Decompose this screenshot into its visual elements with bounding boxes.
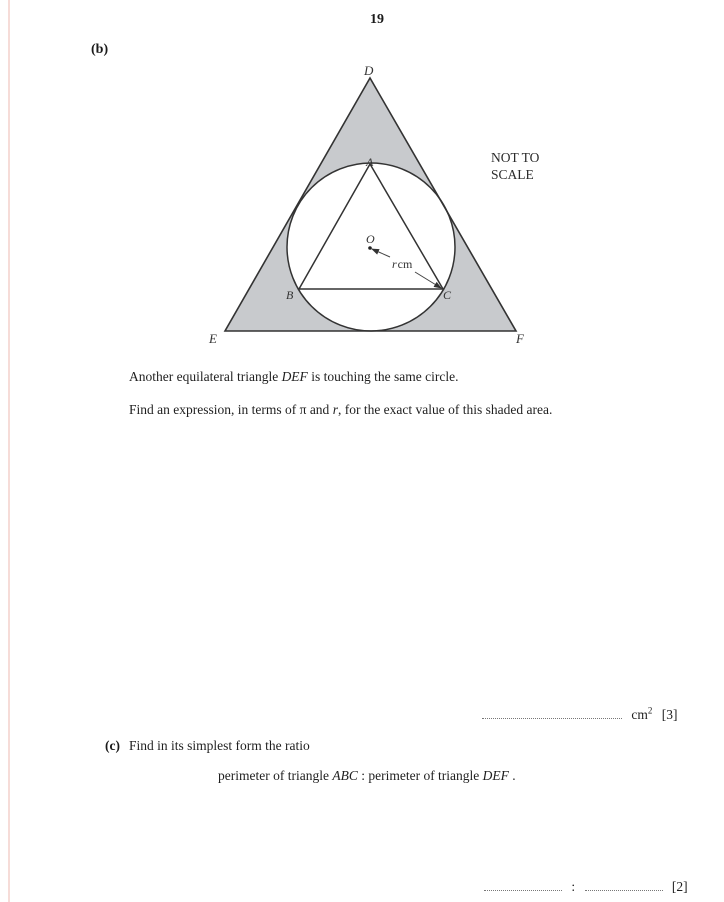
ratio-text-2: perimeter of triangle (368, 768, 483, 783)
part-b-label: (b) (91, 42, 109, 57)
question-c-text: Find in its simplest form the ratio (129, 738, 310, 753)
ratio-var-def: DEF (482, 768, 509, 783)
ratio-var-abc: ABC (332, 768, 358, 783)
shaded-region (225, 78, 516, 331)
answer-unit-b: $cm^2$ (631, 705, 653, 722)
answer-line-c (484, 879, 688, 895)
part-c-label: (c) (105, 738, 120, 753)
not-to-scale-line2: SCALE (491, 167, 534, 182)
answer-separator-c: : (571, 879, 576, 894)
not-to-scale-note (491, 149, 539, 183)
marks-c: [2] (671, 879, 688, 894)
vertex-label-c: C (443, 288, 452, 302)
vertex-label-b: B (286, 288, 294, 302)
statement-text-end: is touching the same circle. (307, 369, 459, 384)
answer-field-c-right[interactable] (585, 889, 663, 891)
marks-b: [3] (661, 706, 678, 722)
instruction-pi: π (299, 402, 307, 417)
answer-field-c-left[interactable] (484, 889, 562, 891)
geometry-diagram (0, 0, 724, 360)
instruction-var-r: r (332, 402, 338, 417)
answer-field-b[interactable] (482, 717, 622, 719)
vertex-label-d: D (364, 63, 374, 78)
vertex-label-f: F (516, 331, 524, 346)
ratio-separator: : (357, 768, 369, 783)
instruction-text: Find an expression, in terms of (129, 402, 300, 417)
vertex-label-a: A (366, 155, 374, 169)
statement-var-def: DEF (281, 369, 308, 384)
radius-label: rcm (392, 257, 413, 271)
statement-text: Another equilateral triangle (129, 369, 282, 384)
page-number: 19 (370, 12, 384, 27)
ratio-end: . (508, 768, 516, 783)
not-to-scale-line1: NOT TO (491, 150, 540, 165)
centre-o-point (368, 246, 372, 250)
ratio-text-1: perimeter of triangle (218, 768, 333, 783)
instruction-text-mid: and (306, 402, 333, 417)
question-b-statement (129, 369, 459, 385)
vertex-label-e: E (209, 331, 217, 346)
centre-label-o: O (366, 232, 375, 246)
question-b-instruction (129, 402, 552, 418)
ratio-expression (218, 768, 516, 784)
instruction-text-end: , for the exact value of this shaded area. (337, 402, 553, 417)
answer-line-b (482, 705, 678, 723)
